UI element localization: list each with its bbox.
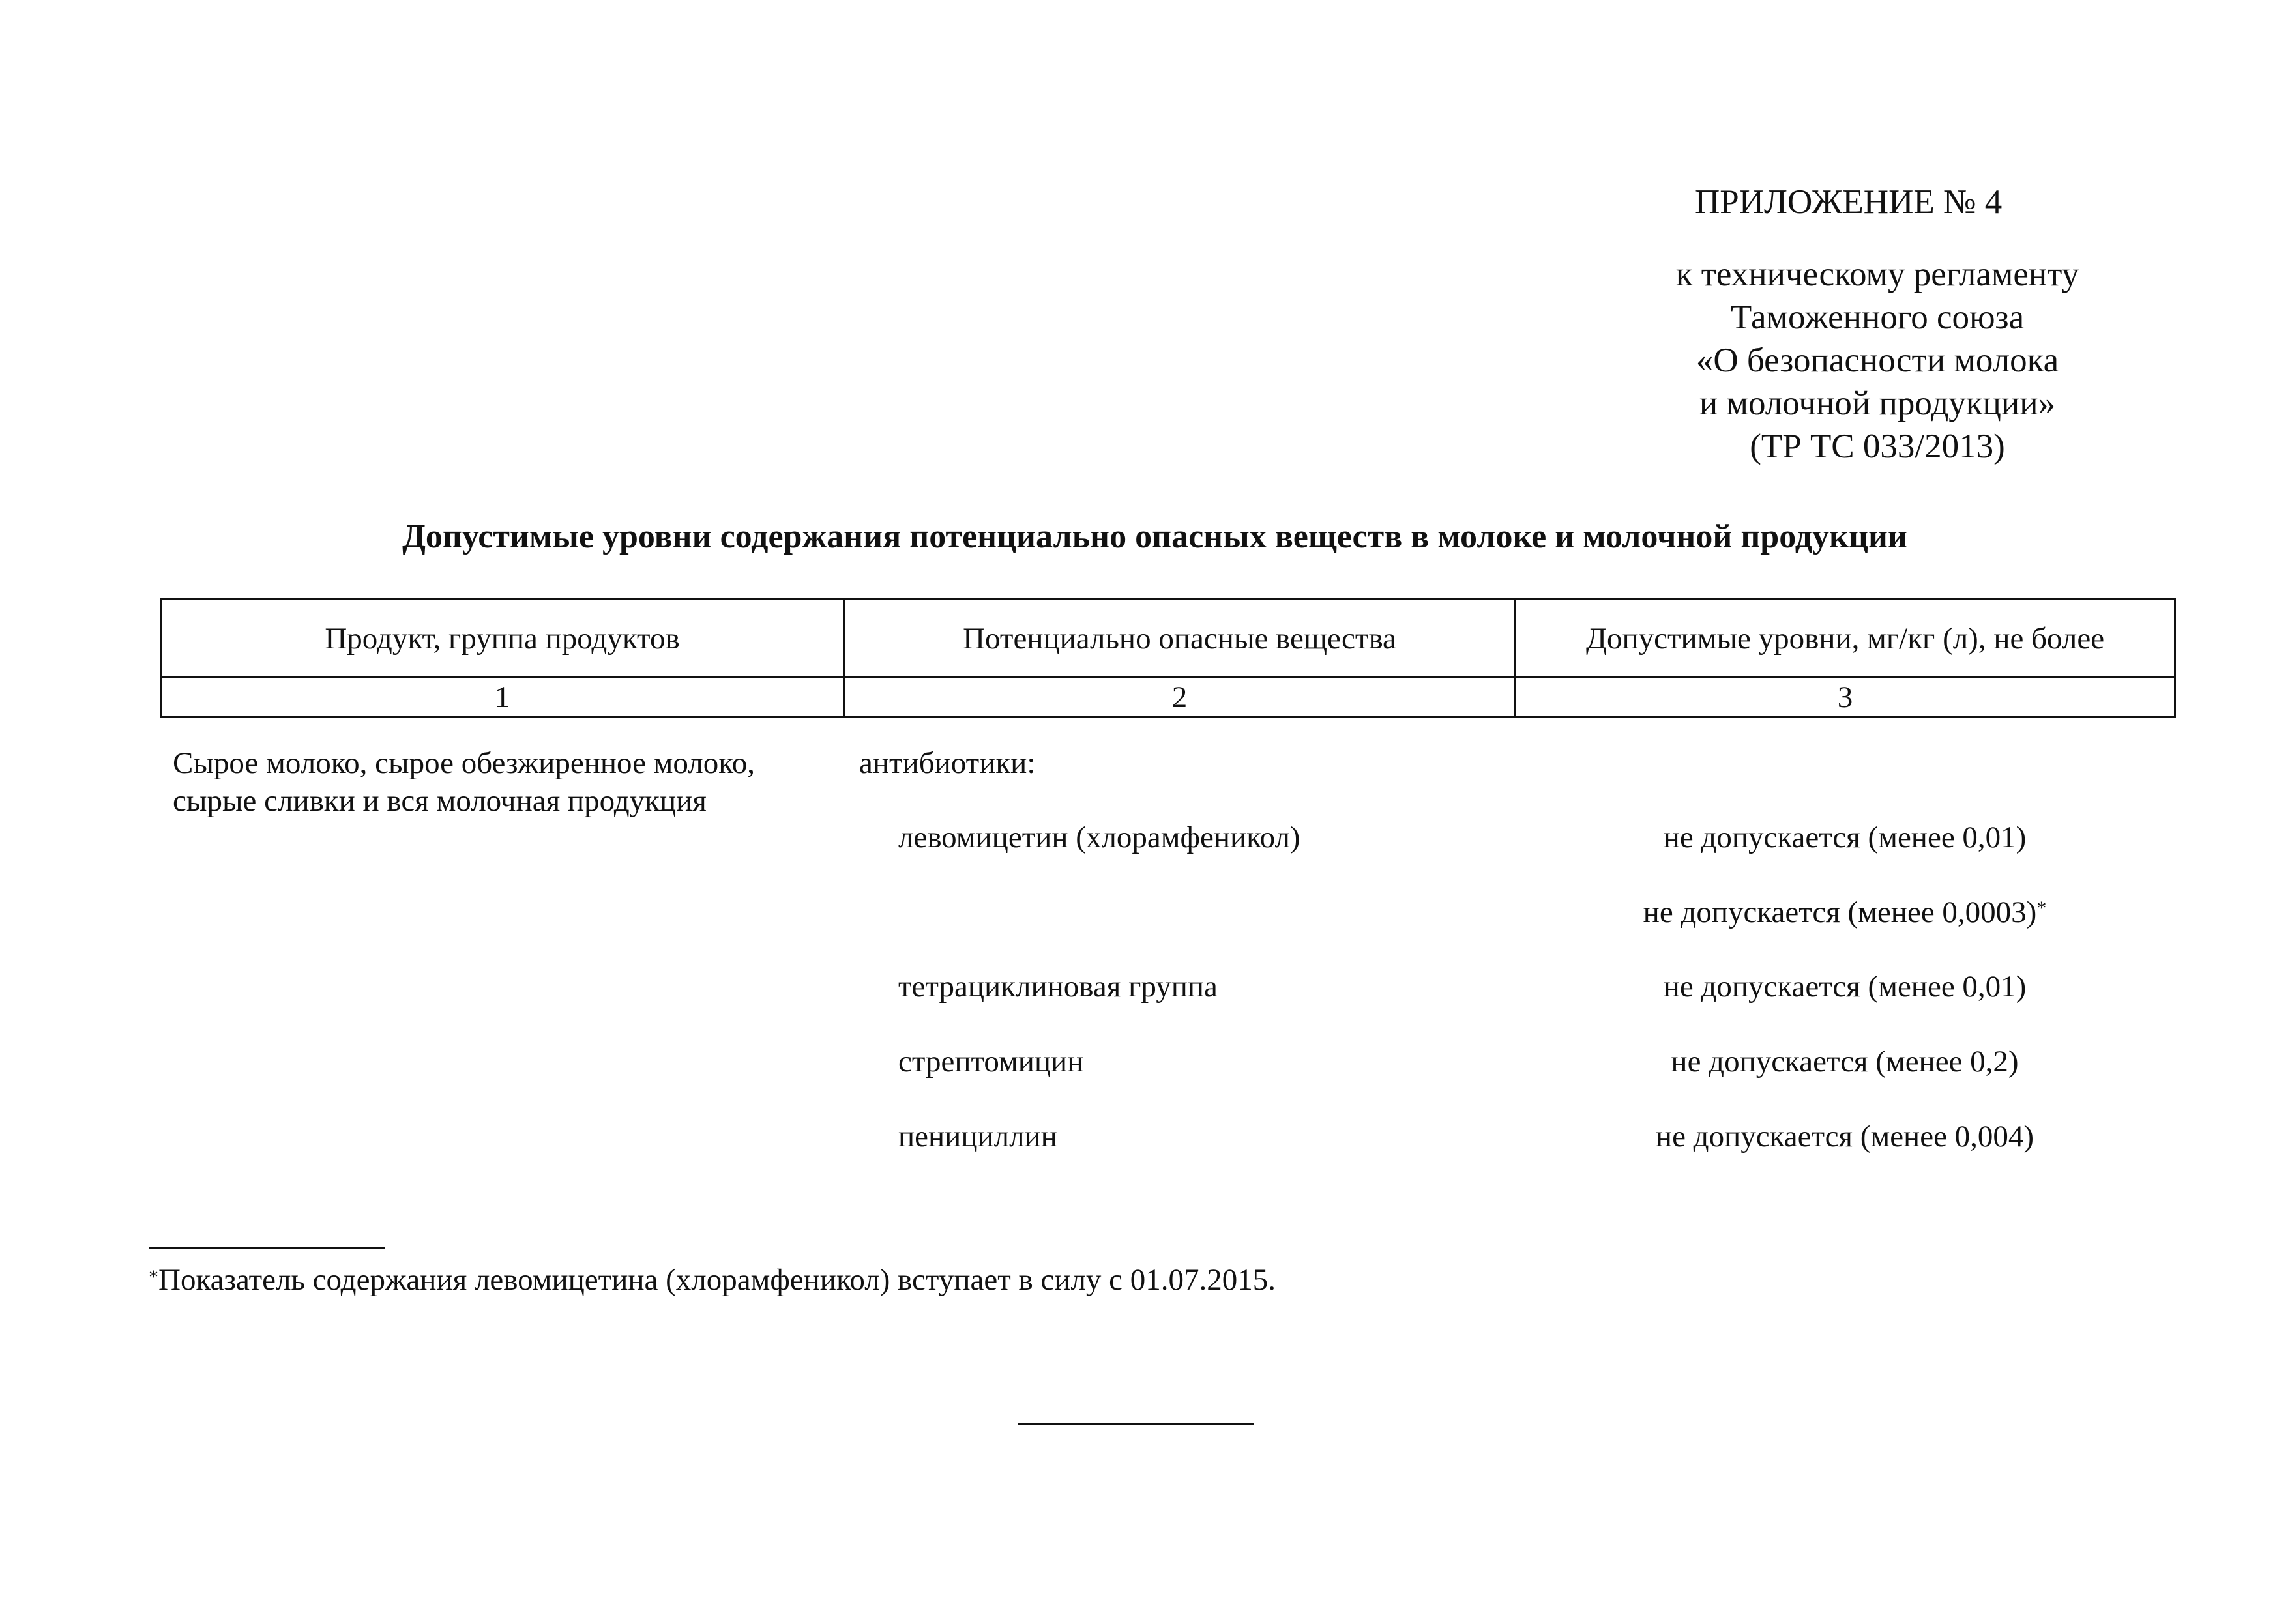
reference-line: и молочной продукции» [1699,384,2056,422]
permitted-level [1519,893,2171,931]
regulation-reference [1584,253,2171,468]
footnote-mark: * [2036,897,2047,919]
appendix-title: ПРИЛОЖЕНИЕ № 4 [1695,183,2003,221]
substance-name: левомицетин (хлорамфеникол) [898,820,1300,854]
document-title: Допустимые уровни содержания потенциально опасных веществ в молоке и молочной продукции [402,518,1907,555]
footnote-separator [149,1247,385,1249]
substance-group-label: антибиотики: [859,746,1036,780]
reference-line: Таможенного союза [1730,298,2025,336]
substance-name: пенициллин [898,1120,1057,1153]
product-line: сырые сливки и вся молочная продукция [173,784,707,818]
permitted-level: не допускается (менее 0,01) [1663,820,2027,854]
product-line: Сырое молоко, сырое обезжиренное молоко, [173,746,755,780]
reference-line: «О безопасности молока [1695,341,2059,379]
column-header-levels: Допустимые уровни, мг/кг (л), не более [1585,621,2105,656]
column-number: 2 [1171,680,1188,714]
product-cell [173,744,825,820]
column-number: 1 [494,680,510,714]
end-separator [1018,1423,1254,1425]
column-header-substances: Потенциально опасные вещества [963,621,1396,656]
reference-line: (ТР ТС 033/2013) [1750,428,2005,465]
table-header [160,598,2176,718]
substance-name: тетрациклиновая группа [898,970,1218,1004]
column-number: 3 [1837,680,1853,714]
reference-line: к техническому регламенту [1675,255,2079,293]
permitted-level: не допускается (менее 0,2) [1671,1045,2019,1079]
footnote [149,1261,1276,1299]
column-header-product: Продукт, группа продуктов [325,621,680,656]
footnote-mark: * [149,1266,158,1288]
permitted-level: не допускается (менее 0,004) [1655,1120,2034,1153]
permitted-level: не допускается (менее 0,01) [1663,970,2027,1004]
level-text: не допускается (менее 0,0003) [1643,895,2037,929]
substance-name: стрептомицин [898,1045,1084,1079]
footnote-text: Показатель содержания левомицетина (хлорамфеникол) вступает в силу с 01.07.2015. [158,1263,1276,1297]
